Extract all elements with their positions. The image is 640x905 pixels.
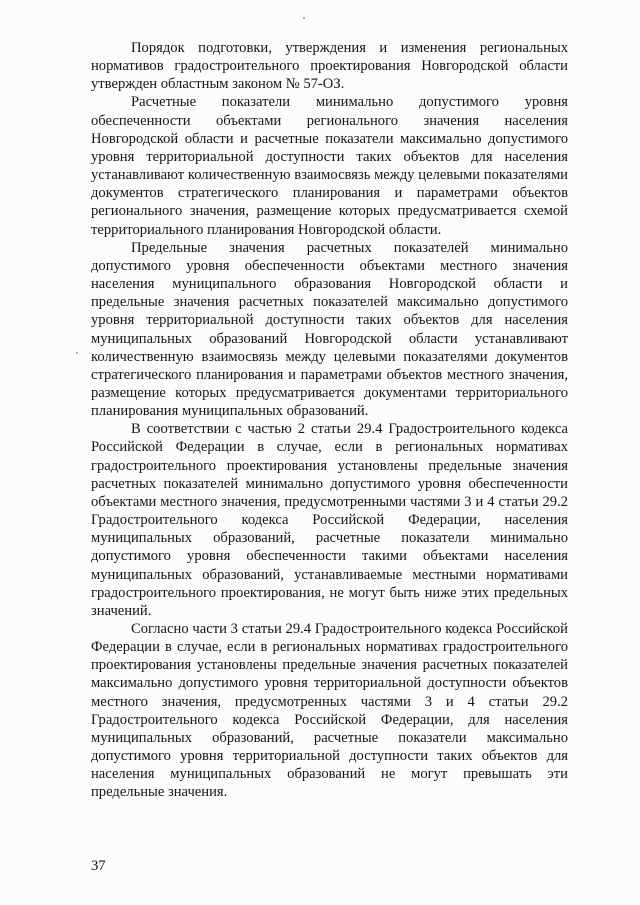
page-number: 37 [91, 858, 106, 874]
scan-speck [76, 352, 78, 354]
paragraph-regional-indicators: Расчетные показатели минимально допустимого уровня обеспеченности объектами регионального значения населения Новгородской области и расчетные показатели максимально допустимого уровня территориальной доступности таких объектов для населения устанавливают количественную взаимосвязь между целевыми показателями документов стратегического планирования и параметрами объектов регионального значения, размещение которых предусматривается схемой территориального планирования Новгородской области. [91, 94, 568, 238]
paragraph-part-2-article-29-4: В соответствии с частью 2 статьи 29.4 Градостроительного кодекса Российской Федерации в случае, если в региональных нормативах градостроительного проектирования установлены предельные значения расчетных показателей минимально допустимого уровня обеспеченности объектами местного значения, предусмотренными частями 3 и 4 статьи 29.2 Градостроительного кодекса Российской Федерации, населения муниципальных образований, расчетные показатели минимально допустимого уровня обеспеченности такими объектами населения муниципальных образований, устанавливаемые местными нормативами градостроительного проектирования, не могут быть ниже этих предельных значений. [91, 421, 568, 619]
document-body [91, 39, 568, 802]
scan-speck [303, 17, 305, 19]
paragraph-local-limit-values: Предельные значения расчетных показателей минимально допустимого уровня обеспеченности объектами местного значения населения муниципального образования Новгородской области и предельные значения расчетных показателей максимально допустимого уровня территориальной доступности таких объектов для населения муниципальных образований Новгородской области устанавливают количественную взаимосвязь между целевыми показателями документов стратегического планирования и параметрами объектов местного значения, размещение которых предусматривается документами территориального планирования муниципальных образований. [91, 239, 568, 420]
paragraph-part-3-article-29-4: Согласно части 3 статьи 29.4 Градостроительного кодекса Российской Федерации в случае, если в региональных нормативах градостроительного проектирования установлены предельные значения расчетных показателей максимально допустимого уровня территориальной доступности объектов местного значения, предусмотренных частями 3 и 4 статьи 29.2 Градостроительного кодекса Российской Федерации, для населения муниципальных образований, расчетные показатели максимально допустимого уровня территориальной доступности таких объектов для населения муниципальных образований не могут превышать эти предельные значения. [91, 621, 568, 801]
paragraph-approval-procedure: Порядок подготовки, утверждения и изменения региональных нормативов градостроительного проектирования Новгородской области утвержден областным законом № 57-ОЗ. [91, 40, 568, 93]
